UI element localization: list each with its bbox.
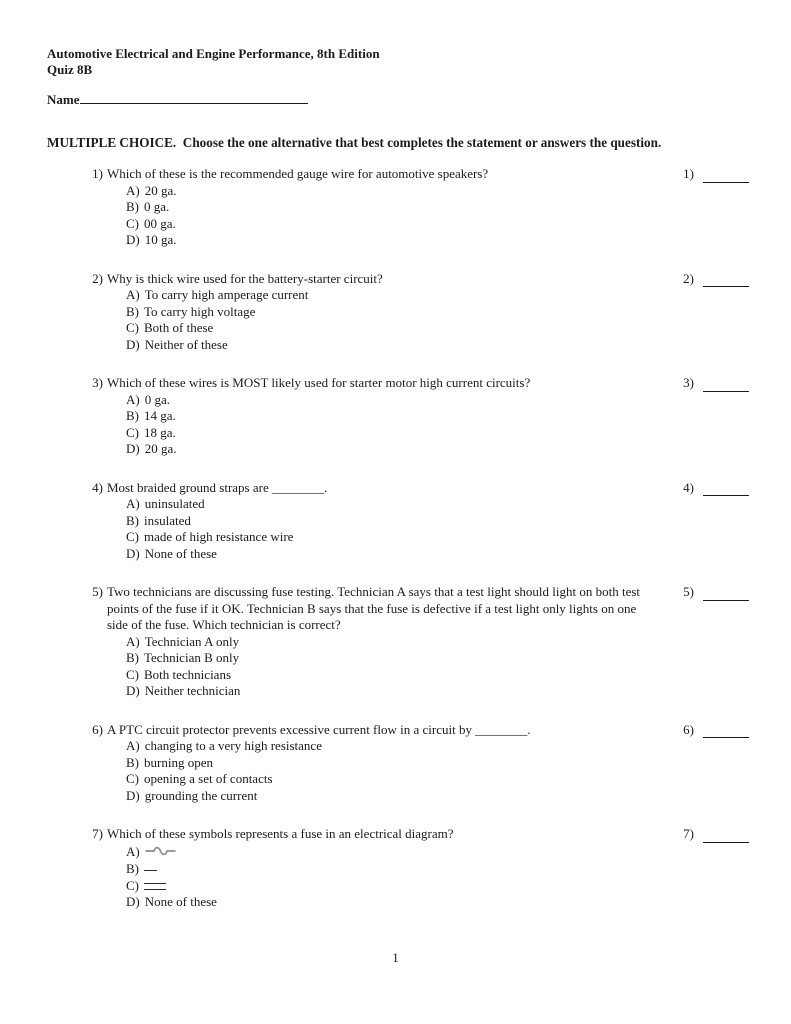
option-list bbox=[126, 496, 746, 562]
option-c bbox=[126, 667, 746, 684]
name-row bbox=[47, 90, 746, 108]
answer-slot-5 bbox=[676, 584, 749, 601]
fuse-wave-icon bbox=[145, 845, 179, 862]
option-label: D) bbox=[126, 441, 140, 456]
option-list bbox=[126, 634, 746, 700]
option-c bbox=[126, 878, 746, 895]
option-text: Both of these bbox=[144, 320, 214, 335]
option-c bbox=[126, 771, 746, 788]
answer-blank[interactable] bbox=[703, 167, 749, 183]
option-text: 0 ga. bbox=[144, 199, 170, 214]
option-d bbox=[126, 788, 746, 805]
option-text: changing to a very high resistance bbox=[144, 738, 322, 753]
option-d bbox=[126, 441, 746, 458]
question-3 bbox=[47, 375, 746, 458]
option-d bbox=[126, 894, 746, 911]
option-b bbox=[126, 755, 746, 772]
answer-blank[interactable] bbox=[703, 722, 749, 738]
option-b bbox=[126, 650, 746, 667]
option-c bbox=[126, 320, 746, 337]
question-list bbox=[47, 166, 746, 911]
question-text: Which of these symbols represents a fuse in an electrical diagram? bbox=[107, 826, 454, 841]
option-label: B) bbox=[126, 303, 139, 319]
answer-blank[interactable] bbox=[703, 827, 749, 843]
option-c bbox=[126, 425, 746, 442]
option-text: grounding the current bbox=[144, 787, 258, 803]
option-label: A) bbox=[126, 843, 140, 859]
question-text: Two technicians are discussing fuse testing. Technician A says that a test light should light on both test points of the fuse if it OK. Technician B says that the fuse is defective if a test light only lights on one side of the fuse. Which technician is correct? bbox=[107, 584, 641, 632]
option-label: A) bbox=[126, 287, 140, 302]
option-label: A) bbox=[126, 391, 140, 407]
option-label: D) bbox=[126, 894, 140, 909]
question-1 bbox=[47, 166, 746, 249]
option-text: Neither technician bbox=[144, 683, 241, 698]
option-label: B) bbox=[126, 408, 139, 423]
question-number: 7) bbox=[92, 826, 103, 841]
question-text: Most braided ground straps are ________. bbox=[107, 479, 328, 495]
dash-icon bbox=[144, 870, 157, 871]
option-b bbox=[126, 408, 746, 425]
option-label: D) bbox=[126, 336, 140, 352]
option-d bbox=[126, 546, 746, 563]
option-d bbox=[126, 232, 746, 249]
option-d bbox=[126, 337, 746, 354]
option-c bbox=[126, 529, 746, 546]
option-label: C) bbox=[126, 320, 139, 335]
option-text: 20 ga. bbox=[144, 182, 177, 198]
option-label: A) bbox=[126, 738, 140, 753]
option-label: C) bbox=[126, 771, 139, 786]
question-2 bbox=[47, 271, 746, 354]
option-text: 10 ga. bbox=[144, 232, 177, 247]
option-text: Technician A only bbox=[144, 633, 240, 649]
option-b bbox=[126, 304, 746, 321]
answer-slot-2 bbox=[676, 271, 749, 288]
question-5 bbox=[47, 584, 746, 700]
option-label: D) bbox=[126, 545, 140, 561]
document-title: Automotive Electrical and Engine Performance, 8th Edition bbox=[47, 46, 380, 61]
answer-blank[interactable] bbox=[703, 376, 749, 392]
option-label: B) bbox=[126, 199, 139, 214]
option-text: 20 ga. bbox=[144, 441, 177, 456]
question-4 bbox=[47, 480, 746, 563]
option-label: B) bbox=[126, 650, 139, 665]
option-text: opening a set of contacts bbox=[144, 771, 273, 786]
option-label: C) bbox=[126, 529, 139, 544]
question-text: Why is thick wire used for the battery-starter circuit? bbox=[107, 270, 383, 286]
option-text: To carry high amperage current bbox=[144, 287, 309, 302]
name-blank-line[interactable] bbox=[80, 90, 308, 104]
option-c bbox=[126, 216, 746, 233]
answer-number: 2) bbox=[683, 270, 694, 286]
question-number: 4) bbox=[92, 479, 103, 495]
option-text: Technician B only bbox=[144, 650, 240, 665]
question-number: 3) bbox=[92, 375, 103, 390]
answer-number: 1) bbox=[683, 166, 694, 181]
question-text: A PTC circuit protector prevents excessive current flow in a circuit by ________. bbox=[107, 721, 531, 737]
option-label: B) bbox=[126, 754, 139, 770]
answer-number: 6) bbox=[683, 721, 694, 737]
option-text: insulated bbox=[144, 512, 191, 528]
answer-slot-6 bbox=[676, 722, 749, 739]
question-text: Which of these wires is MOST likely used for starter motor high current circuits? bbox=[107, 375, 531, 390]
option-label: C) bbox=[126, 666, 139, 682]
option-list bbox=[126, 738, 746, 804]
option-b bbox=[126, 513, 746, 530]
option-label: C) bbox=[126, 424, 139, 440]
option-label: A) bbox=[126, 182, 140, 198]
option-text: uninsulated bbox=[144, 496, 205, 511]
instructions: MULTIPLE CHOICE. Choose the one alternative that best completes the statement or answers the question. bbox=[47, 135, 662, 150]
answer-slot-7 bbox=[676, 826, 749, 843]
name-label: Name bbox=[47, 92, 80, 107]
option-text: 18 ga. bbox=[144, 424, 176, 440]
option-label: D) bbox=[126, 787, 140, 803]
answer-number: 5) bbox=[683, 584, 694, 599]
option-a bbox=[126, 843, 746, 862]
document-subtitle: Quiz 8B bbox=[47, 62, 93, 77]
option-text: Both technicians bbox=[144, 666, 232, 682]
question-text: Which of these is the recommended gauge wire for automotive speakers? bbox=[107, 166, 489, 181]
option-label: C) bbox=[126, 215, 139, 231]
option-text: None of these bbox=[144, 545, 217, 561]
option-a bbox=[126, 392, 746, 409]
option-label: A) bbox=[126, 633, 140, 649]
answer-number: 7) bbox=[683, 826, 694, 841]
page-number: 1 bbox=[392, 950, 399, 965]
option-b bbox=[126, 199, 746, 216]
option-text: Neither of these bbox=[144, 336, 228, 352]
answer-slot-3 bbox=[676, 375, 749, 392]
answer-blank[interactable] bbox=[703, 480, 749, 496]
answer-slot-4 bbox=[676, 480, 749, 497]
answer-number: 4) bbox=[683, 479, 694, 495]
question-7 bbox=[47, 826, 746, 911]
option-a bbox=[126, 496, 746, 513]
option-d bbox=[126, 683, 746, 700]
option-text: made of high resistance wire bbox=[144, 529, 294, 544]
option-label: A) bbox=[126, 496, 140, 511]
option-text: 00 ga. bbox=[144, 215, 176, 231]
question-number: 2) bbox=[92, 270, 103, 286]
option-label: B) bbox=[126, 861, 139, 876]
option-label: D) bbox=[126, 232, 140, 247]
option-text: 0 ga. bbox=[144, 391, 170, 407]
question-number: 1) bbox=[92, 166, 103, 181]
question-6 bbox=[47, 722, 746, 805]
option-b bbox=[126, 861, 746, 878]
option-text: 14 ga. bbox=[144, 408, 176, 423]
option-text: burning open bbox=[144, 754, 213, 770]
option-label: B) bbox=[126, 512, 139, 528]
answer-blank[interactable] bbox=[703, 271, 749, 287]
option-label: C) bbox=[126, 877, 139, 893]
option-list bbox=[126, 392, 746, 458]
question-number: 5) bbox=[92, 584, 103, 599]
option-label: D) bbox=[126, 683, 140, 698]
option-text: None of these bbox=[144, 894, 217, 909]
option-a bbox=[126, 738, 746, 755]
answer-blank[interactable] bbox=[703, 585, 749, 601]
option-list bbox=[126, 287, 746, 353]
double-line-icon bbox=[144, 883, 166, 890]
option-list bbox=[126, 843, 746, 911]
option-a bbox=[126, 287, 746, 304]
question-number: 6) bbox=[92, 721, 103, 737]
option-a bbox=[126, 634, 746, 651]
answer-number: 3) bbox=[683, 375, 694, 390]
option-list bbox=[126, 183, 746, 249]
option-text: To carry high voltage bbox=[144, 303, 256, 319]
answer-slot-1 bbox=[676, 166, 749, 183]
option-a bbox=[126, 183, 746, 200]
